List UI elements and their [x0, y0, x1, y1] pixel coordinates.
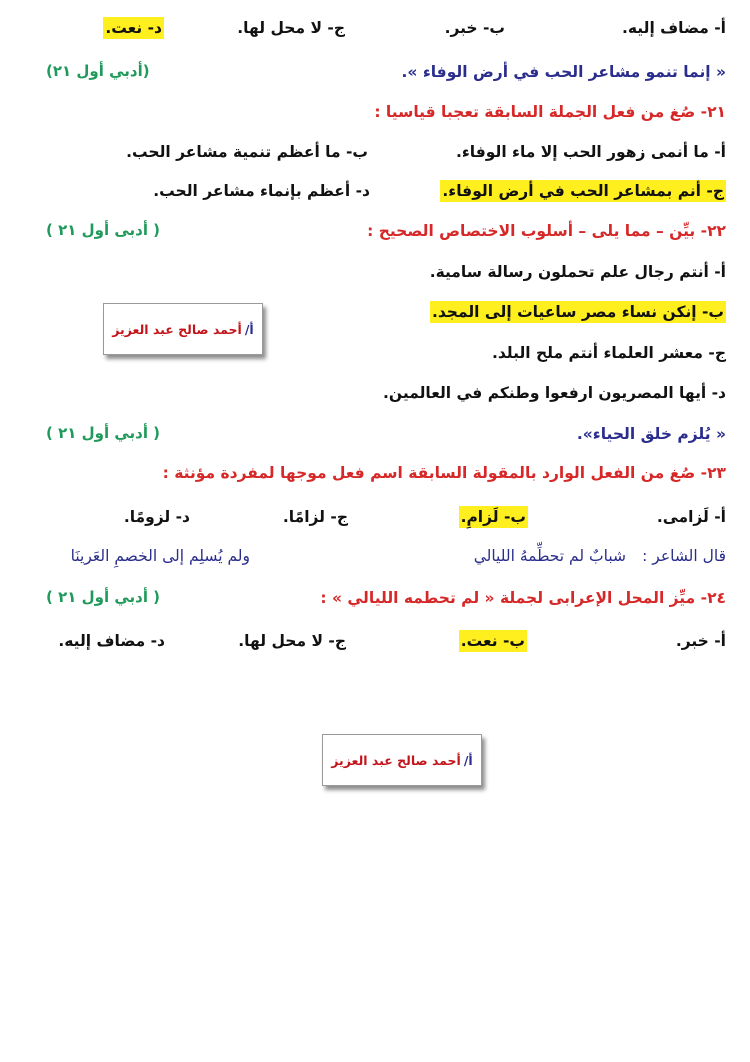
q22-option-d: د- أيها المصريون ارفعوا وطنكم في العالمين.	[383, 384, 726, 402]
poem-second-half: ولم يُسلِم إلى الخصمِ العَرينَا	[70, 547, 250, 565]
q20-option-b: ب- خبر.	[444, 19, 505, 37]
author-stamp-bottom	[322, 734, 482, 786]
quote-1-ref: (أدبي أول ٢١)	[46, 62, 150, 80]
q22-option-b: ب- إنكن نساء مصر ساعيات إلى المجد.	[431, 303, 724, 321]
quote-2-ref: ( أدبي أول ٢١ )	[46, 424, 161, 442]
q24-option-d: د- مضاف إليه.	[58, 632, 165, 650]
q20-option-d: د- نعت.	[105, 19, 162, 37]
q22-option-a: أ- أنتم رجال علم تحملون رسالة سامية.	[429, 263, 726, 281]
poem-intro: قال الشاعر :	[642, 547, 726, 565]
poem-first-half: شبابٌ لم تحطِّمهُ الليالي	[473, 547, 626, 565]
quote-1-text: « إنما تنمو مشاعر الحب في أرض الوفاء ».	[401, 63, 726, 81]
q20-option-a: أ- مضاف إليه.	[622, 19, 726, 37]
q21-option-d: د- أعظم بإنماء مشاعر الحب.	[153, 182, 370, 200]
quote-2-text: « يُلزم خلق الحياء».	[576, 425, 726, 443]
q21-option-c: ج- أنم بمشاعر الحب في أرض الوفاء.	[442, 182, 724, 200]
q24-title: ٢٤- ميِّز المحل الإعرابى لجملة « لم تحطمه الليالي » :	[320, 589, 726, 607]
q23-option-c: ج- لزامًا.	[282, 508, 348, 526]
q21-option-b: ب- ما أعظم تنمية مشاعر الحب.	[126, 143, 368, 161]
author-stamp-bottom-prefix: أ/	[463, 752, 473, 768]
q23-option-a: أ- لَزامى.	[656, 508, 726, 526]
q21-option-a: أ- ما أنمى زهور الحب إلا ماء الوفاء.	[456, 143, 726, 161]
q21-title: ٢١- صُغ من فعل الجملة السابقة تعجبا قياسيا :	[374, 103, 726, 121]
q24-option-c: ج- لا محل لها.	[238, 632, 346, 650]
q23-option-b: ب- لَزامِ.	[460, 508, 526, 526]
q22-title: ٢٢- بيِّن – مما يلى – أسلوب الاختصاص الصحيح :	[367, 222, 726, 240]
q22-ref: ( أدبى أول ٢١ )	[46, 221, 161, 239]
author-stamp	[103, 303, 263, 355]
q23-title: ٢٣- صُغ من الفعل الوارد بالمقولة السابقة اسم فعل موجها لمفردة مؤنثة :	[162, 464, 726, 482]
q24-ref: ( أدبي أول ٢١ )	[46, 588, 161, 606]
q20-option-c: ج- لا محل لها.	[237, 19, 345, 37]
author-stamp-bottom-name: أحمد صالح عبد العزيز	[331, 752, 461, 768]
q23-option-d: د- لزومًا.	[123, 508, 190, 526]
author-stamp-prefix: أ/	[244, 321, 254, 337]
q24-option-b: ب- نعت.	[460, 632, 525, 650]
q22-option-c: ج- معشر العلماء أنتم ملح البلد.	[491, 344, 726, 362]
q24-option-a: أ- خبر.	[675, 632, 726, 650]
author-stamp-name: أحمد صالح عبد العزيز	[112, 321, 242, 337]
